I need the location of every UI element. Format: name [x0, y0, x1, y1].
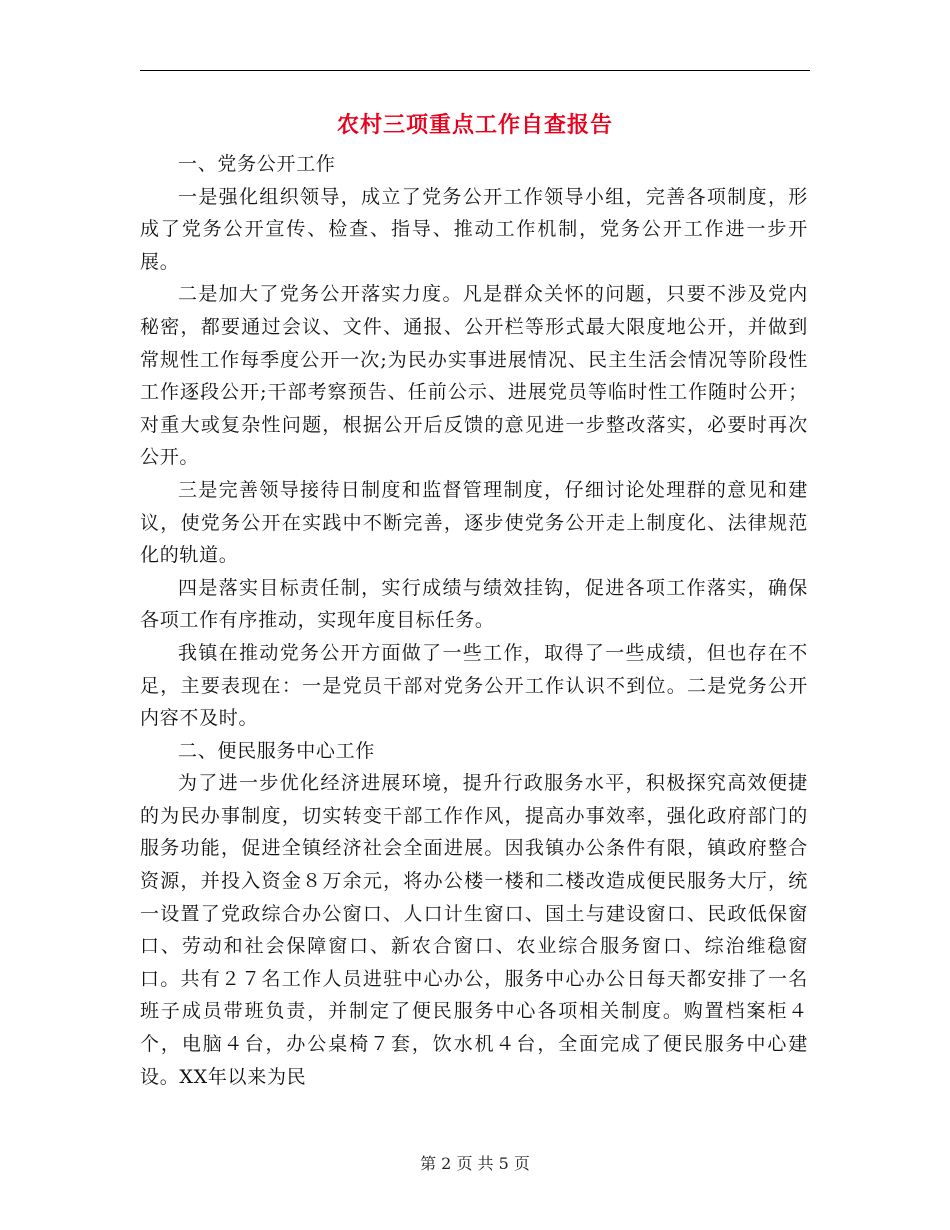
- document-title: 农村三项重点工作自查报告: [336, 112, 613, 138]
- paragraph-organization-leadership: 一是强化组织领导，成立了党务公开工作领导小组，完善各项制度，形成了党务公开宣传、检查、指导、推动工作机制，党务公开工作进一步开展。: [140, 185, 808, 273]
- paragraph-shortcomings: 我镇在推动党务公开方面做了一些工作，取得了一些成绩，但也存在不足，主要表现在：一是党员干部对党务公开工作认识不到位。二是党务公开内容不及时。: [140, 641, 808, 730]
- paragraph-reception-system: 三是完善领导接待日制度和监督管理制度，仔细讨论处理群的意见和建议，使党务公开在实践中不断完善，逐步使党务公开走上制度化、法律规范化的轨道。: [140, 478, 808, 567]
- document-body: [140, 148, 808, 1093]
- paragraph-service-center: 为了进一步优化经济进展环境，提升行政服务水平，积极探究高效便捷的为民办事制度，切实转变干部工作作风，提高办事效率，强化政府部门的服务功能，促进全镇经济社会全面进展。因我镇办公条件有限，镇政府整合资源，并投入资金８万余元，将办公楼一楼和二楼改造成便民服务大厅，统一设置了党政综合办公窗口、人口计生窗口、国土与建设窗口、民政低保窗口、劳动和社会保障窗口、新农合窗口、农业综合服务窗口、综治维稳窗口。共有２７名工作人员进驻中心办公，服务中心办公日每天都安排了一名班子成员带班负责，并制定了便民服务中心各项相关制度。购置档案柜４个，电脑４台，办公桌椅７套，饮水机４台，全面完成了便民服务中心建设。XX年以来为民: [140, 772, 808, 1088]
- paragraph-implementation: 二是加大了党务公开落实力度。凡是群众关怀的问题，只要不涉及党内秘密，都要通过会议、文件、通报、公开栏等形式最大限度地公开，并做到常规性工作每季度公开一次;为民办实事进展情况、民主生活会情况等阶段性工作逐段公开;干部考察预告、任前公示、进展党员等临时性工作随时公开；对重大或复杂性问题，根据公开后反馈的意见进一步整改落实，必要时再次公开。: [140, 283, 808, 469]
- section-heading-service-center: 二、便民服务中心工作: [178, 739, 376, 762]
- page-number: 第 2 页 共 5 页: [420, 1154, 530, 1173]
- section-heading-party-affairs: 一、党务公开工作: [178, 153, 336, 175]
- header-rule: [140, 70, 810, 71]
- paragraph-responsibility: 四是落实目标责任制，实行成绩与绩效挂钩，促进各项工作落实，确保各项工作有序推动，实现年度目标任务。: [140, 576, 808, 632]
